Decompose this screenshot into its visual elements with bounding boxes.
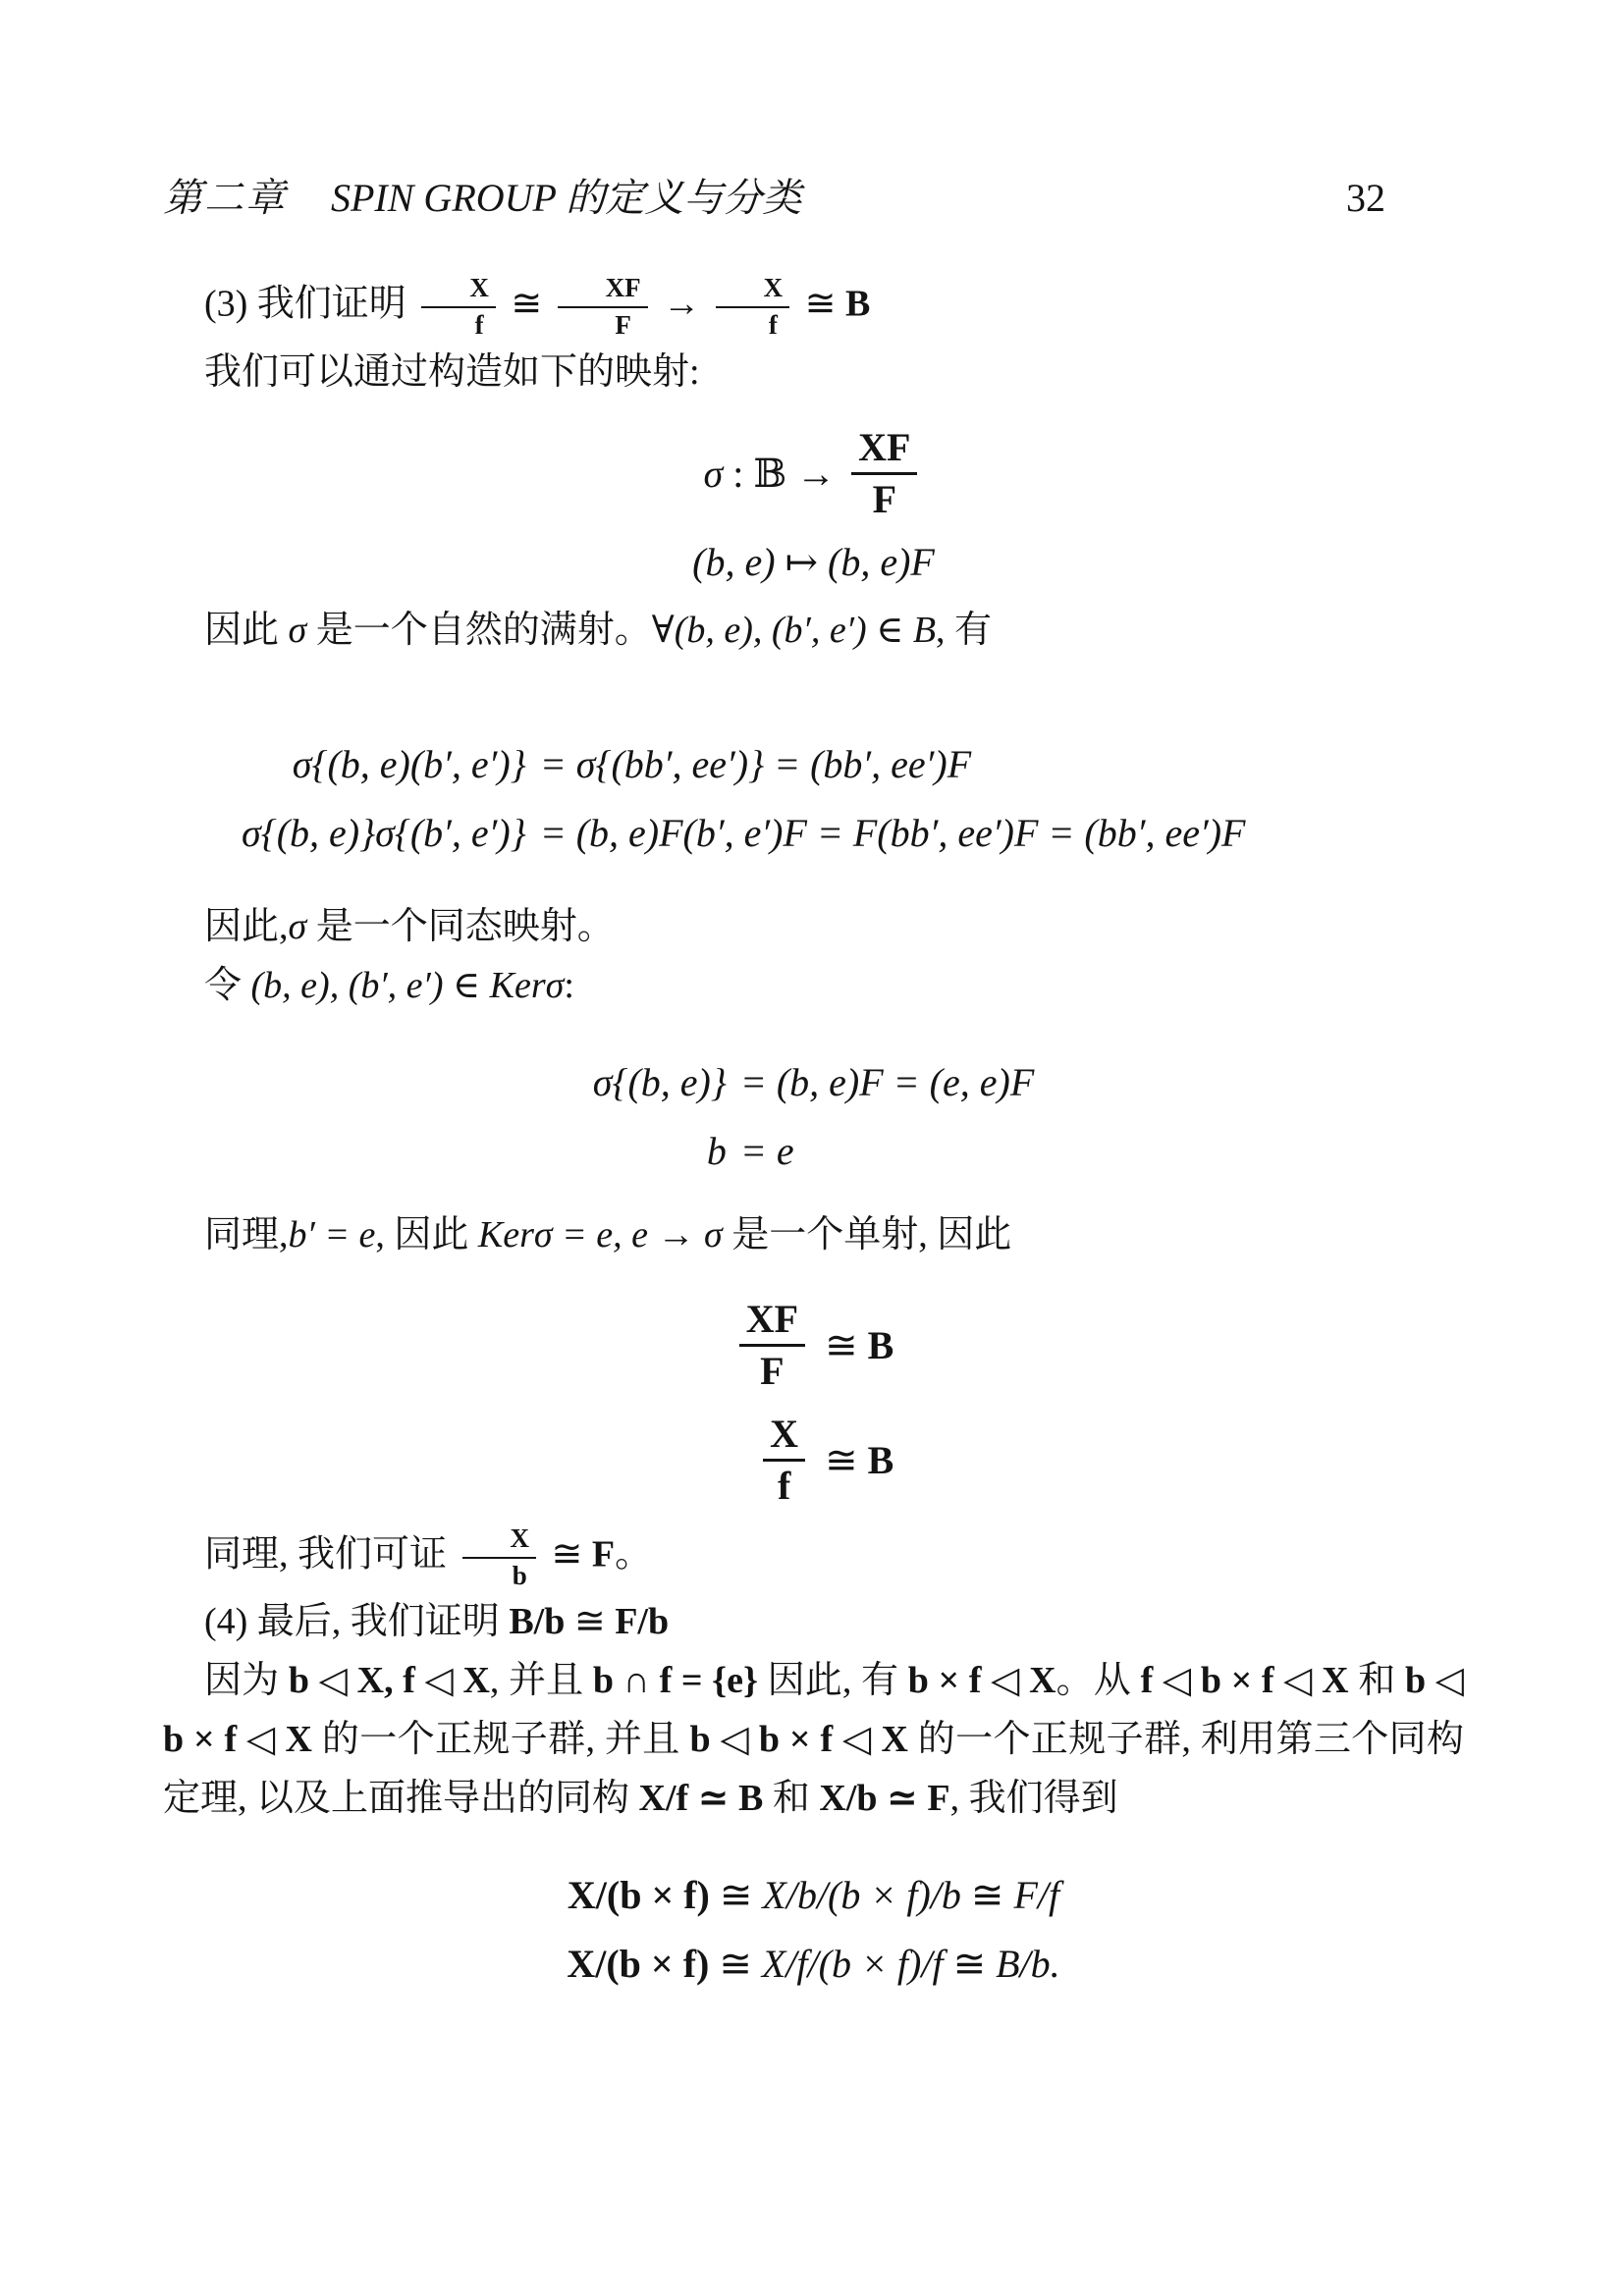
text-segment: (b, e) ↦ (b, e)F xyxy=(692,540,935,585)
equation-rhs xyxy=(811,1288,893,1403)
equation-row-factorized xyxy=(242,799,1245,868)
equation-isomorphism-block xyxy=(733,1288,894,1518)
text-segment: (4) 最后, 我们证明 xyxy=(204,1600,510,1642)
text-segment: X/(b × f) xyxy=(567,1872,710,1917)
text-segment: 同理, 我们可证 xyxy=(204,1533,457,1575)
fraction: $\frac{X}{f}$ xyxy=(763,1412,805,1509)
equation-rhs: = σ{(bb′, ee′)} = (bb′, ee′)F xyxy=(539,742,972,787)
paragraph-homomorphism xyxy=(163,897,1464,956)
equation-row-sigma-eval xyxy=(593,1048,1035,1117)
text-segment: B/b xyxy=(509,1600,566,1642)
text-segment: 因此 xyxy=(204,610,289,652)
text-segment: f ◁ b × f ◁ X xyxy=(1140,1659,1349,1701)
equation-rhs xyxy=(811,1403,893,1518)
text-segment: X/(b × f) xyxy=(567,1941,710,1986)
equation-row-product xyxy=(242,730,1245,799)
text-segment: ≅ xyxy=(795,283,845,325)
text-segment: 的一个正规子群, 并且 xyxy=(311,1718,690,1760)
page-header xyxy=(163,175,1464,222)
text-segment: B xyxy=(867,1437,894,1482)
fraction: $\frac{XF}{F}$ xyxy=(851,425,917,522)
text-segment: ≅ xyxy=(709,1872,763,1917)
text-segment: X/f ≃ B xyxy=(638,1777,764,1819)
equation-lhs: σ{(b, e)}σ{(b′, e′)} xyxy=(242,811,526,856)
equation-final-1 xyxy=(163,1871,1464,1920)
text-segment: ≅ xyxy=(501,283,552,325)
equation-sigma-action xyxy=(163,538,1464,587)
text-segment: B xyxy=(867,1322,894,1367)
text-segment: ≅ xyxy=(960,1872,1014,1917)
text-segment: : xyxy=(564,965,574,1007)
text-segment: 因此, xyxy=(204,906,289,948)
text-segment: ≅ xyxy=(709,1941,762,1986)
text-segment: ∀(b, e), (b′, e′) ∈ B xyxy=(651,610,937,652)
text-segment: 我们可以通过构造如下的映射: xyxy=(204,351,700,394)
chapter-label: 第二章 xyxy=(163,176,287,220)
equation-rhs: = e xyxy=(739,1129,794,1174)
text-segment: 令 xyxy=(204,965,251,1007)
text-segment: b × f ◁ X xyxy=(907,1659,1056,1701)
text-segment: 是一个单射, 因此 xyxy=(722,1214,1012,1256)
text-segment: X/b/(b × f)/b xyxy=(762,1872,961,1917)
text-segment: , 因此 xyxy=(375,1214,478,1256)
equation-row-xf-f-cong-b xyxy=(733,1288,894,1403)
text-segment: X/f/(b × f)/f xyxy=(761,1941,944,1986)
text-segment: ≅ xyxy=(825,1322,868,1367)
text-segment: , 有 xyxy=(936,610,993,652)
text-segment: F/b xyxy=(615,1600,670,1642)
text-segment: σ xyxy=(703,451,724,496)
paragraph-because xyxy=(163,1651,1464,1828)
text-segment: 。 xyxy=(615,1533,653,1575)
paragraph-kernel xyxy=(163,956,1464,1015)
fraction: $\frac{X}{b}$ xyxy=(462,1523,537,1591)
text-segment: b ◁ X, f ◁ X xyxy=(288,1659,490,1701)
equation-lhs: σ{(b, e)(b′, e′)} xyxy=(292,742,526,787)
fraction: $\frac{X}{f}$ xyxy=(716,273,790,341)
equation-lhs xyxy=(733,1288,811,1403)
text-segment: : 𝔹 → xyxy=(723,451,846,496)
running-head xyxy=(163,175,801,222)
page-number: 32 xyxy=(1346,176,1385,220)
chapter-title: SPIN GROUP 的定义与分类 xyxy=(331,176,802,220)
text-segment: F xyxy=(591,1533,616,1575)
equation-sigma-definition xyxy=(163,425,1464,522)
text-segment: 同理, xyxy=(204,1214,289,1256)
text-segment: σ xyxy=(288,906,307,948)
text-segment: ≅ xyxy=(825,1437,868,1482)
text-segment: 和 xyxy=(1348,1659,1405,1701)
equation-row-b-equals-e xyxy=(593,1117,1035,1186)
equation-lhs: b xyxy=(706,1129,727,1174)
text-segment: B xyxy=(845,283,871,325)
paragraph-injective xyxy=(163,1205,1464,1264)
text-segment: 是一个自然的满射。 xyxy=(306,610,652,652)
paragraph-surjective xyxy=(163,601,1464,660)
text-segment: 的一个正规子群, 利用第三个同构定理, 以及上面推导出的同构 xyxy=(163,1718,1464,1819)
text-segment: 。从 xyxy=(1056,1659,1141,1701)
equation-final-2 xyxy=(163,1940,1464,1989)
equation-row-x-f-cong-b xyxy=(733,1403,894,1518)
text-segment: 和 xyxy=(763,1777,820,1819)
paragraph-claim-4 xyxy=(163,1592,1464,1651)
equation-homomorphism-block xyxy=(242,730,1245,868)
text-segment: (b, e), (b′, e′) ∈ Kerσ xyxy=(250,965,565,1007)
text-segment: → xyxy=(653,283,710,325)
text-segment: X/b ≃ F xyxy=(819,1777,950,1819)
text-block xyxy=(163,175,1464,1989)
paragraph-claim-3 xyxy=(163,273,1464,341)
text-segment: ≅ xyxy=(943,1941,997,1986)
text-segment: F/f xyxy=(1013,1872,1060,1917)
text-segment: , 并且 xyxy=(489,1659,593,1701)
fraction: $\frac{XF}{F}$ xyxy=(739,1297,805,1394)
text-segment: b′ = e xyxy=(288,1214,376,1256)
text-segment: 因此, 有 xyxy=(758,1659,908,1701)
paragraph-construct-map xyxy=(163,343,1464,401)
fraction: $\frac{XF}{F}$ xyxy=(558,273,648,341)
equation-rhs: = (b, e)F(b′, e′)F = F(bb′, ee′)F = (bb′, ee′)F xyxy=(539,811,1246,856)
equation-rhs: = (b, e)F = (e, e)F xyxy=(739,1060,1035,1105)
equation-kernel-block xyxy=(593,1048,1035,1186)
text-segment: ≅ xyxy=(542,1533,592,1575)
text-segment: b ◁ b × f ◁ X xyxy=(163,1659,1464,1760)
text-segment: ≅ xyxy=(565,1600,616,1642)
text-segment: Kerσ = e, e → σ xyxy=(477,1214,723,1256)
text-segment: b ◁ b × f ◁ X xyxy=(689,1718,908,1760)
text-segment: 是一个同态映射。 xyxy=(306,906,615,948)
equation-lhs xyxy=(733,1403,811,1518)
text-segment: , 我们得到 xyxy=(949,1777,1118,1819)
text-segment: B/b. xyxy=(996,1941,1060,1986)
fraction: $\frac{X}{f}$ xyxy=(421,273,496,341)
equation-lhs: σ{(b, e)} xyxy=(592,1060,727,1105)
text-segment: (3) 我们证明 xyxy=(204,283,416,325)
text-segment: 因为 xyxy=(204,1659,289,1701)
text-segment: σ xyxy=(288,610,307,652)
paragraph-similarly xyxy=(163,1523,1464,1591)
text-segment: b ∩ f = {e} xyxy=(592,1659,759,1701)
